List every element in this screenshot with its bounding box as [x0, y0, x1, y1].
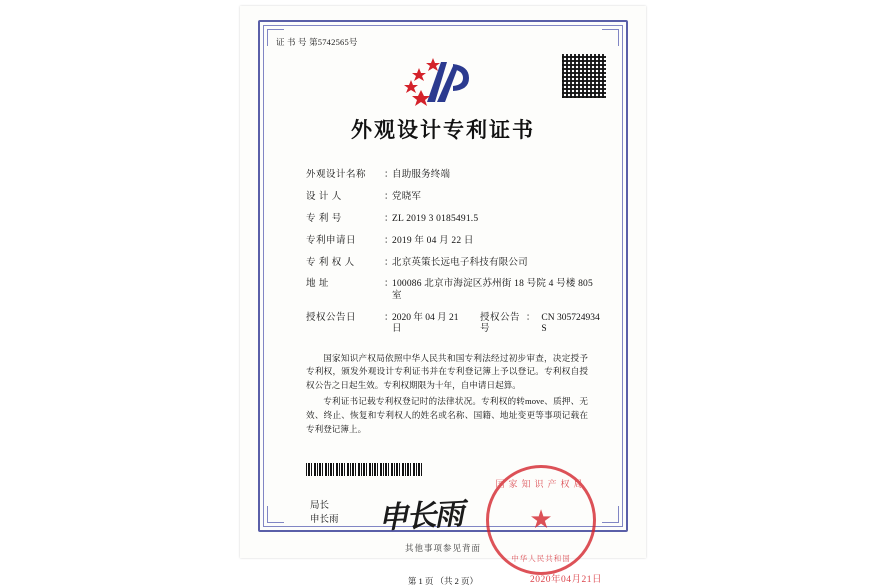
field-label: 外观设计名称 — [306, 170, 367, 180]
field-label: 专利申请日 — [306, 235, 357, 246]
logo-row — [274, 54, 612, 110]
field-value: 党晓军 — [392, 191, 422, 202]
director-label: 局长 — [310, 501, 330, 512]
signature-area — [274, 463, 612, 587]
certificate-sheet — [240, 6, 646, 587]
field-address — [306, 279, 602, 302]
field-colon: ： — [384, 235, 394, 246]
field-colon: ： — [384, 191, 394, 202]
fields-list — [274, 170, 612, 336]
legal-paragraphs — [274, 352, 612, 438]
paragraph: 专利证书记载专利权登记时的法律状况。专利权的转move、质押、无效、终止、恢复和专利权人的姓名或名称、国籍、地址变更等事项记载在专利登记簿上。 — [306, 396, 588, 435]
handwritten-signature: 申长雨 — [377, 496, 464, 537]
field-colon: ： — [384, 170, 394, 180]
field-value: 2019 年 04 月 22 日 — [392, 235, 474, 246]
field-grant-announcement — [306, 313, 602, 336]
seal-bottom-text: 中华人民共和国 — [511, 554, 571, 564]
field-value: 自助服务终端 — [392, 170, 451, 180]
field-patent-number — [306, 214, 602, 225]
field-label: 专 利 权 人 — [306, 257, 355, 268]
field-value: 100086 北京市海淀区苏州街 18 号院 4 号楼 805 室 — [392, 279, 593, 301]
paragraph: 国家知识产权局依照中华人民共和国专利法经过初步审查，决定授予专利权，颁发外观设计专利证书并在专利登记簿上予以登记。专利权自授权公告之日起生效。专利权期限为十年，自申请日起算。 — [306, 352, 588, 391]
certificate-number: 证 书 号 第5742565号 — [276, 37, 358, 47]
field-label: 地 址 — [306, 279, 329, 290]
barcode-icon — [306, 463, 422, 476]
page-number: 第 1 页 （共 2 页） — [407, 576, 479, 587]
field-label-secondary: 授权公告号 — [479, 312, 520, 335]
field-value: 北京英策长远电子科技有限公司 — [392, 257, 528, 268]
field-value-secondary: CN 305724934 S — [541, 312, 600, 335]
official-seal — [486, 465, 596, 575]
cnipa-logo-icon — [397, 56, 489, 106]
field-designer — [306, 192, 602, 203]
field-colon: ： — [384, 279, 394, 290]
page-title: 外观设计专利证书 — [351, 118, 535, 142]
field-colon: ： — [384, 257, 394, 268]
field-patentee — [306, 258, 602, 269]
star-icon: ★ — [529, 505, 553, 535]
footer-note: 其他事项参见背面 — [404, 543, 481, 553]
qr-code-icon — [562, 54, 606, 98]
field-label: 专 利 号 — [306, 213, 342, 224]
director-name: 申长雨 — [310, 515, 339, 526]
field-label: 设 计 人 — [306, 191, 342, 202]
field-colon: ： — [384, 213, 394, 224]
field-application-date — [306, 236, 602, 247]
field-colon: ： — [384, 312, 394, 323]
field-design-name — [306, 170, 602, 181]
seal-top-text: 国家知识产权局 — [495, 480, 587, 491]
field-value: 2020 年 04 月 21 日 — [392, 312, 459, 335]
field-label: 授权公告日 — [306, 312, 357, 323]
field-value: ZL 2019 3 0185491.5 — [392, 213, 479, 224]
seal-date: 2020年04月21日 — [529, 575, 602, 586]
field-colon-secondary: ： — [525, 312, 536, 323]
director-block — [310, 499, 339, 528]
